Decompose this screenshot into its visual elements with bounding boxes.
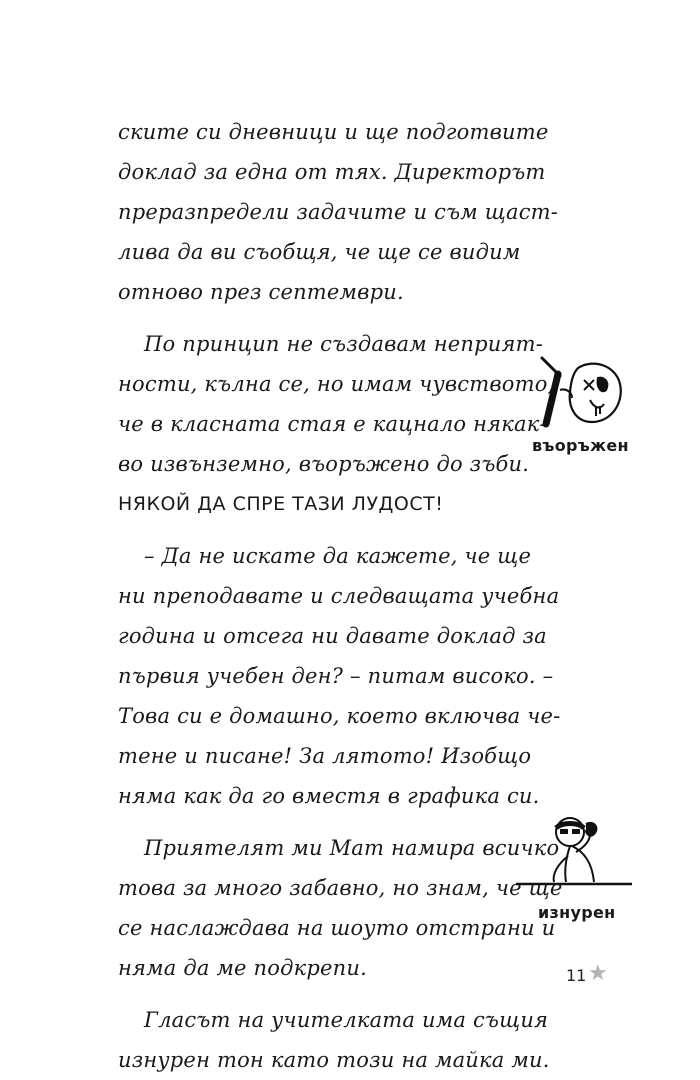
text-line: това за много забавно, но знам, че ще [118,876,563,900]
exhausted-person-doodle-icon [514,812,634,894]
text-line: Приятелят ми Мат намира всичко [144,836,560,860]
text-line: ските си дневници и ще подготвите [118,120,549,144]
text-line: – Да не искате да кажете, че ще [144,544,532,568]
page-number: 11 [566,966,587,985]
text-line: доклад за една от тях. Директорът [118,160,546,184]
text-line: во извънземно, въоръжено до зъби. [118,452,530,476]
caption-exhausted: изнурен [538,903,616,922]
text-line: изнурен тон като този на майка ми. [118,1048,550,1072]
paragraph-gap [118,524,488,536]
text-line: отново през септември. [118,280,404,304]
star-icon: ★ [588,961,608,986]
paragraph-gap [118,988,488,1000]
armed-face-doodle-icon [534,350,634,432]
caption-armed: въоръжен [532,436,629,455]
text-line: няма как да го вместя в графика си. [118,784,540,808]
text-line: първия учебен ден? – питам високо. – [118,664,554,688]
paragraph-gap [118,312,488,324]
text-line: лива да ви съобщя, че ще се видим [118,240,521,264]
text-line: се наслаждава на шоуто отстрани и [118,916,556,940]
text-line: Гласът на учителката има същия [144,1008,549,1032]
text-line: По принцип не създавам неприят- [144,332,544,356]
text-line: НЯКОЙ ДА СПРЕ ТАЗИ ЛУДОСТ! [118,493,444,515]
text-line: няма да ме подкрепи. [118,956,367,980]
text-line: тене и писане! За лятото! Изобщо [118,744,532,768]
paragraph-gap [118,816,488,828]
text-line: че в класната стая е кацнало някак- [118,412,547,436]
text-line: година и отсега ни давате доклад за [118,624,547,648]
text-line: Това си е домашно, което включва че- [118,704,561,728]
text-line: ни преподавате и следващата учебна [118,584,560,608]
text-line: ности, кълна се, но имам чувството, [118,372,555,396]
body-text [118,112,563,1080]
text-line: преразпредели задачите и съм щаст- [118,200,559,224]
